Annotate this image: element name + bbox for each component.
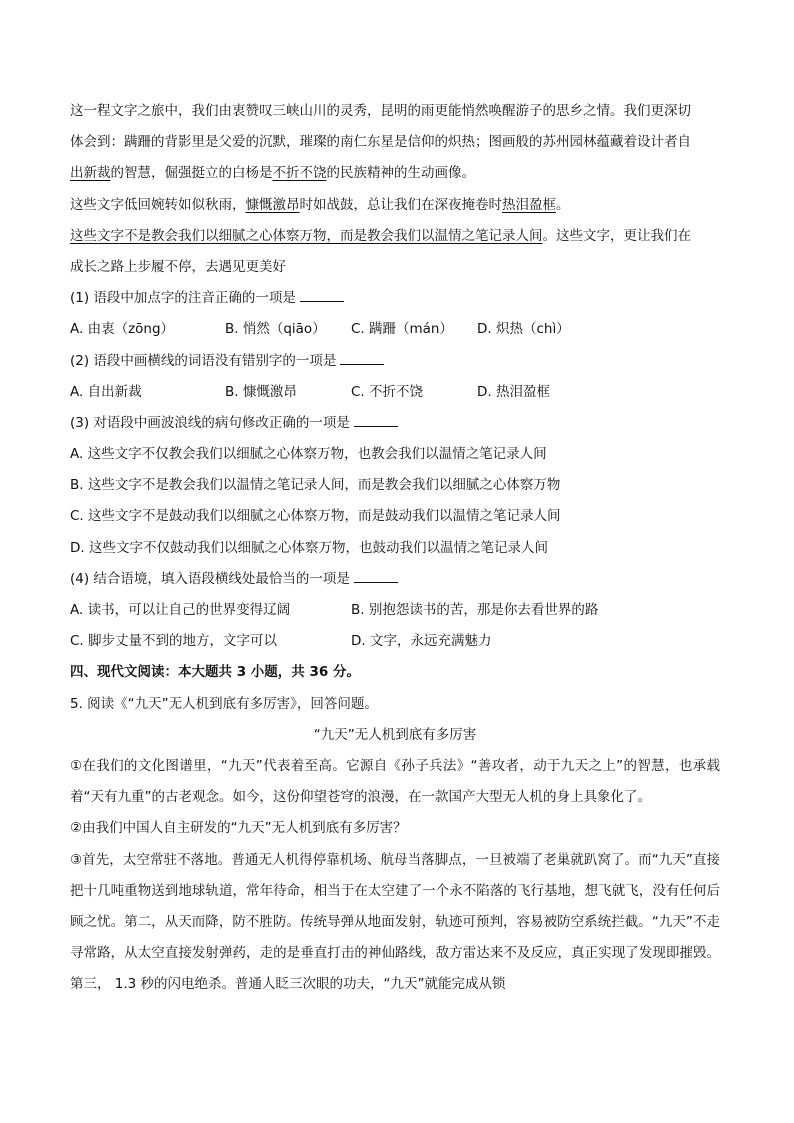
passage-text: 时如战鼓，总让我们在深夜掩卷时 [299,196,502,213]
option-b[interactable]: B. 这些文字不是教会我们以温情之笔记录人间，而是教会我们以细腻之心体察万物 [70,477,561,494]
option-d[interactable]: D. 这些文字不仅鼓动我们以细腻之心体察万物，也鼓动我们以温情之笔记录人间 [70,539,548,556]
underlined-word-zichuxincai: 出新裁 [70,165,111,182]
question-text: (2) 语段中画横线的词语没有错别字的一项是 [70,352,337,369]
passage-line-3 [70,158,720,189]
option-a[interactable]: A. 自出新裁 [70,383,142,400]
question-1-stem [70,283,720,314]
option-b[interactable]: B. 悄然（qiāo） [225,321,326,338]
question-1-options [70,314,720,345]
question-4-stem [70,564,720,595]
passage-line-5 [70,221,720,252]
passage-line-1: 这一程文字之旅中，我们由衷赞叹三峡山川的灵秀，昆明的雨更能悄然唤醒游子的思乡之情。我们更深切 [70,103,691,119]
option-d[interactable]: D. 炽热（chì） [477,321,570,338]
passage-text: 的民族精神的生动画像。 [326,165,475,182]
option-b[interactable]: B. 别抱怨读书的苦，那是你去看世界的路 [351,602,599,618]
underlined-word-kangkaijiang: 慷慨激昂 [245,196,300,213]
option-b[interactable]: B. 慷慨激昂 [225,383,297,400]
article-paragraph-1: ①在我们的文化图谱里，“九天”代表着至高。它源自《孙子兵法》“善攻者，动于九天之上”的智慧，也承载着“天有九重”的古老观念。如今，这份仰望苍穹的浪漫，在一款国产大型无人机的身上具象化了。 [70,757,720,806]
option-c[interactable]: C. 蹒跚（mán） [351,321,453,338]
answer-blank[interactable] [354,412,398,427]
passage-text: 这些文字低回婉转如似秋雨， [70,196,246,213]
underlined-word-reluoyingkuang: 热泪盈框 [502,196,556,213]
section-heading: 四、现代文阅读：本大题共 3 小题，共 36 分。 [70,664,360,681]
passage-text: 的智慧，倔强挺立的白杨是 [110,165,273,182]
article-paragraph-2: ②由我们中国人自主研发的“九天”无人机到底有多厉害？ [70,820,407,837]
question-3-stem [70,408,720,439]
option-d[interactable]: D. 文字，永远充满魅力 [351,633,492,650]
question-text: (4) 结合语境，填入语段横线处最恰当的一项是 [70,570,350,587]
option-d[interactable]: D. 热泪盈框 [477,383,550,400]
article-paragraph-3: ③首先，太空常驻不落地。普通无人机得停靠机场、航母当落脚点，一旦被端了老巢就趴窝了。而“九天”直接把十几吨重物送到地球轨道，常年待命，相当于在太空建了一个永不陷落的飞行基地，想飞就飞，没有任何后顾之忧。第二，从天而降，防不胜防。传统导弹从地面发射，轨迹可预判，容易被防空系统拦截。“九天”不走寻常路，从太空直接发射弹药，走的是垂直打击的神仙路线，敌方雷达来不及反应，真正实现了发现即摧毁。第三， 1.3 秒的闪电绝杀。普通人眨三次眼的功夫，“九天”就能完成从锁 [70,851,720,993]
passage-text: 。 [556,196,570,213]
passage-line-4 [70,190,720,221]
question-2-stem [70,346,720,377]
question-text: (3) 对语段中画波浪线的病句修改正确的一项是 [70,414,350,431]
answer-blank[interactable] [354,568,398,583]
question-5-instruction: 5. 阅读《“九天”无人机到底有多厉害》，回答问题。 [70,695,378,712]
passage-line-6 [70,252,720,283]
question-text: (1) 语段中加点字的注音正确的一项是 [70,290,296,307]
option-a[interactable]: A. 这些文字不仅教会我们以细腻之心体察万物，也教会我们以温情之笔记录人间 [70,446,547,463]
question-2-options [70,377,720,408]
answer-blank[interactable] [300,287,344,302]
document-page [70,96,720,1001]
answer-blank[interactable] [340,350,384,365]
passage-text: 成长之路上步履不停，去遇见更美好 [70,258,286,275]
question-4-options-row-1 [70,595,720,626]
option-c[interactable]: C. 这些文字不是鼓动我们以细腻之心体察万物，而是鼓动我们以温情之笔记录人间 [70,508,561,525]
passage-line-2: 体会到：蹒跚的背影里是父爱的沉默，璀璨的南仁东星是信仰的炽热；图画般的苏州园林蕴藏着设计者自 [70,134,691,151]
option-a[interactable]: A. 由衷（zōng） [70,321,175,338]
option-c[interactable]: C. 不折不饶 [351,383,424,400]
option-c[interactable]: C. 脚步丈量不到的地方，文字可以 [70,633,278,650]
article-title: “九天”无人机到底有多厉害 [313,726,477,743]
wavy-underlined-sentence: 这些文字不是教会我们以细腻之心体察万物，而是教会我们以温情之笔记录人间 [70,227,543,244]
question-4-options-row-2 [70,626,720,657]
option-a[interactable]: A. 读书，可以让自己的世界变得辽阔 [70,602,291,618]
underlined-word-buzhebunao: 不折不饶 [272,165,327,182]
passage-text: 。这些文字，更让我们在 [542,227,691,244]
